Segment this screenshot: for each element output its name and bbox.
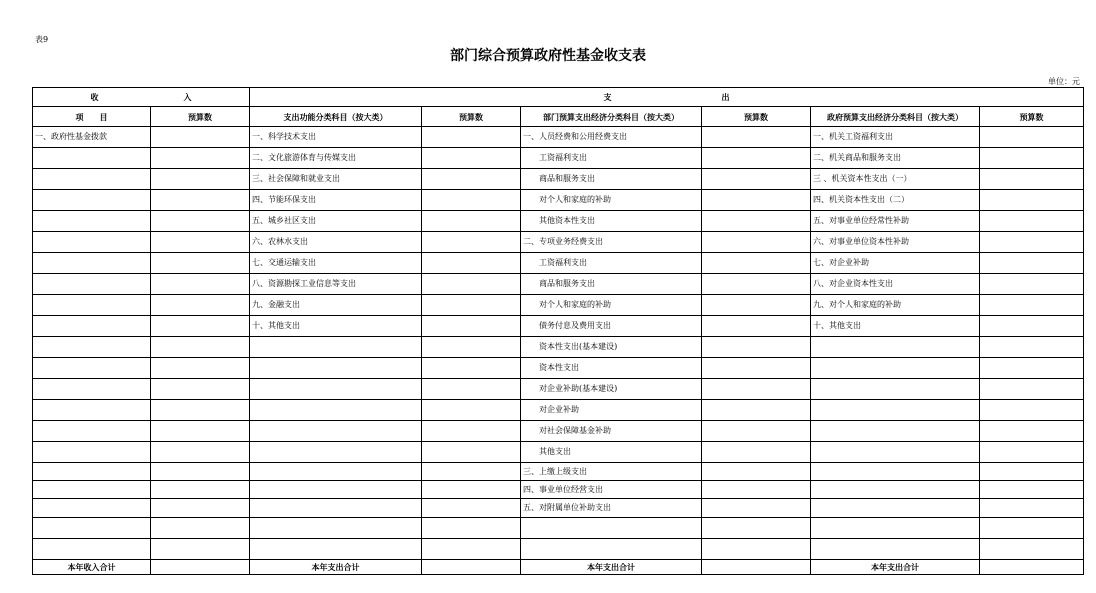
dept-economic-amount-cell (702, 481, 811, 499)
gov-economic-category-cell (811, 481, 980, 499)
income-item-cell (33, 148, 151, 169)
function-category-cell (250, 539, 422, 560)
gov-economic-amount-cell (980, 499, 1084, 518)
income-amount-cell (151, 379, 250, 400)
function-amount-cell (422, 442, 521, 463)
expense-group-header (250, 88, 1084, 107)
function-category-cell (250, 499, 422, 518)
income-amount-cell (151, 190, 250, 211)
dept-economic-category-cell (521, 518, 702, 539)
dept-economic-category-cell: 商品和服务支出 (521, 169, 702, 190)
income-amount-cell (151, 127, 250, 148)
income-amount-cell (151, 274, 250, 295)
dept-economic-category-cell: 资本性支出 (521, 358, 702, 379)
income-item-cell (33, 169, 151, 190)
total-label-cell: 本年支出合计 (250, 560, 422, 575)
dept-economic-amount-cell (702, 518, 811, 539)
header-row-columns (33, 107, 1084, 127)
function-category-cell (250, 518, 422, 539)
dept-economic-category-cell: 资本性支出(基本建设) (521, 337, 702, 358)
table-row (33, 518, 1084, 539)
dept-economic-category-cell: 五、对附属单位补助支出 (521, 499, 702, 518)
function-amount-cell (422, 499, 521, 518)
gov-economic-category-cell (811, 442, 980, 463)
function-category-cell (250, 442, 422, 463)
table-row (33, 127, 1084, 148)
gov-economic-category-cell: 二、机关商品和服务支出 (811, 148, 980, 169)
dept-economic-amount-cell (702, 539, 811, 560)
dept-economic-amount-cell (702, 379, 811, 400)
gov-economic-category-cell (811, 499, 980, 518)
gov-economic-amount-cell (980, 337, 1084, 358)
function-category-cell: 十、其他支出 (250, 316, 422, 337)
income-group-header (33, 88, 250, 107)
dept-economic-category-cell: 工资福利支出 (521, 148, 702, 169)
col-header-function-category: 支出功能分类科目（按大类） (250, 107, 422, 127)
income-amount-cell (151, 518, 250, 539)
income-item-cell (33, 499, 151, 518)
expense-char-1: 支 (603, 92, 612, 102)
table-row (33, 169, 1084, 190)
gov-economic-category-cell: 六、对事业单位资本性补助 (811, 232, 980, 253)
gov-economic-amount-cell (980, 211, 1084, 232)
total-label-cell: 本年支出合计 (521, 560, 702, 575)
income-item-cell (33, 463, 151, 481)
income-amount-cell (151, 463, 250, 481)
function-category-cell: 七、交通运输支出 (250, 253, 422, 274)
function-amount-cell (422, 316, 521, 337)
dept-economic-category-cell: 对社会保障基金补助 (521, 421, 702, 442)
gov-economic-amount-cell (980, 190, 1084, 211)
function-amount-cell (422, 463, 521, 481)
income-amount-cell (151, 539, 250, 560)
dept-economic-category-cell: 工资福利支出 (521, 253, 702, 274)
total-amount-cell (980, 560, 1084, 575)
income-item-cell (33, 442, 151, 463)
expense-char-2: 出 (721, 92, 730, 102)
income-item-cell (33, 400, 151, 421)
income-item-cell (33, 274, 151, 295)
footer-row (33, 560, 1084, 575)
income-item-cell (33, 211, 151, 232)
page-title: 部门综合预算政府性基金收支表 (450, 48, 646, 64)
income-char-2: 入 (183, 92, 192, 102)
function-amount-cell (422, 539, 521, 560)
gov-economic-category-cell: 七、对企业补助 (811, 253, 980, 274)
function-amount-cell (422, 232, 521, 253)
dept-economic-amount-cell (702, 169, 811, 190)
table-row (33, 379, 1084, 400)
income-amount-cell (151, 232, 250, 253)
col-header-dept-economic-amount: 预算数 (702, 107, 811, 127)
dept-economic-amount-cell (702, 463, 811, 481)
gov-economic-amount-cell (980, 539, 1084, 560)
budget-table (32, 87, 1084, 575)
dept-economic-amount-cell (702, 421, 811, 442)
dept-economic-amount-cell (702, 442, 811, 463)
income-item-cell (33, 190, 151, 211)
function-category-cell: 三、社会保障和就业支出 (250, 169, 422, 190)
function-amount-cell (422, 518, 521, 539)
table-row (33, 295, 1084, 316)
income-amount-cell (151, 481, 250, 499)
col-header-gov-economic-amount: 预算数 (980, 107, 1084, 127)
function-category-cell: 一、科学技术支出 (250, 127, 422, 148)
dept-economic-amount-cell (702, 127, 811, 148)
col-header-item: 项 目 (33, 107, 151, 127)
total-amount-cell (702, 560, 811, 575)
col-header-gov-economic-category: 政府预算支出经济分类科目（按大类） (811, 107, 980, 127)
gov-economic-category-cell: 三 、机关资本性支出（一） (811, 169, 980, 190)
gov-economic-category-cell (811, 463, 980, 481)
income-item-cell (33, 337, 151, 358)
function-category-cell (250, 379, 422, 400)
income-amount-cell (151, 211, 250, 232)
col-header-dept-economic-category: 部门预算支出经济分类科目（按大类） (521, 107, 702, 127)
gov-economic-amount-cell (980, 274, 1084, 295)
gov-economic-amount-cell (980, 232, 1084, 253)
function-amount-cell (422, 421, 521, 442)
income-amount-cell (151, 295, 250, 316)
income-amount-cell (151, 148, 250, 169)
function-amount-cell (422, 295, 521, 316)
gov-economic-category-cell: 九、对个人和家庭的补助 (811, 295, 980, 316)
function-amount-cell (422, 358, 521, 379)
dept-economic-amount-cell (702, 358, 811, 379)
gov-economic-amount-cell (980, 463, 1084, 481)
income-amount-cell (151, 499, 250, 518)
dept-economic-amount-cell (702, 253, 811, 274)
income-item-cell (33, 518, 151, 539)
gov-economic-amount-cell (980, 148, 1084, 169)
table-row (33, 190, 1084, 211)
dept-economic-amount-cell (702, 274, 811, 295)
dept-economic-amount-cell (702, 316, 811, 337)
income-amount-cell (151, 442, 250, 463)
dept-economic-amount-cell (702, 232, 811, 253)
total-label-cell: 本年支出合计 (811, 560, 980, 575)
function-category-cell (250, 421, 422, 442)
gov-economic-category-cell (811, 400, 980, 421)
table-row (33, 539, 1084, 560)
gov-economic-category-cell (811, 379, 980, 400)
function-category-cell: 八、资源勘探工业信息等支出 (250, 274, 422, 295)
income-amount-cell (151, 421, 250, 442)
dept-economic-category-cell (521, 539, 702, 560)
income-amount-cell (151, 316, 250, 337)
income-item-cell (33, 295, 151, 316)
dept-economic-category-cell: 其他支出 (521, 442, 702, 463)
income-char-1: 收 (90, 92, 99, 102)
income-item-cell (33, 481, 151, 499)
dept-economic-amount-cell (702, 211, 811, 232)
gov-economic-amount-cell (980, 481, 1084, 499)
dept-economic-amount-cell (702, 400, 811, 421)
gov-economic-amount-cell (980, 169, 1084, 190)
income-item-cell (33, 358, 151, 379)
unit-label: 单位：元 (1048, 77, 1080, 86)
table-row (33, 316, 1084, 337)
function-amount-cell (422, 253, 521, 274)
gov-economic-amount-cell (980, 127, 1084, 148)
gov-economic-category-cell (811, 421, 980, 442)
income-item-cell (33, 232, 151, 253)
gov-economic-amount-cell (980, 316, 1084, 337)
gov-economic-category-cell: 一、机关工资福利支出 (811, 127, 980, 148)
function-category-cell: 四、节能环保支出 (250, 190, 422, 211)
header-row-group (33, 88, 1084, 107)
table-row (33, 274, 1084, 295)
income-item-cell (33, 379, 151, 400)
dept-economic-category-cell: 其他资本性支出 (521, 211, 702, 232)
gov-economic-amount-cell (980, 400, 1084, 421)
dept-economic-amount-cell (702, 295, 811, 316)
function-amount-cell (422, 190, 521, 211)
dept-economic-category-cell: 对个人和家庭的补助 (521, 190, 702, 211)
income-amount-cell (151, 400, 250, 421)
gov-economic-category-cell (811, 518, 980, 539)
gov-economic-category-cell (811, 337, 980, 358)
function-category-cell: 二、文化旅游体育与传媒支出 (250, 148, 422, 169)
function-amount-cell (422, 148, 521, 169)
gov-economic-amount-cell (980, 442, 1084, 463)
income-amount-cell (151, 253, 250, 274)
dept-economic-category-cell: 四、事业单位经营支出 (521, 481, 702, 499)
function-category-cell (250, 481, 422, 499)
function-category-cell: 九、金融支出 (250, 295, 422, 316)
function-category-cell (250, 463, 422, 481)
gov-economic-amount-cell (980, 358, 1084, 379)
table-row (33, 400, 1084, 421)
gov-economic-category-cell: 八、对企业资本性支出 (811, 274, 980, 295)
function-category-cell (250, 337, 422, 358)
function-amount-cell (422, 211, 521, 232)
income-item-cell (33, 539, 151, 560)
gov-economic-amount-cell (980, 518, 1084, 539)
gov-economic-amount-cell (980, 295, 1084, 316)
dept-economic-amount-cell (702, 148, 811, 169)
function-category-cell (250, 358, 422, 379)
table-row (33, 442, 1084, 463)
table-row (33, 148, 1084, 169)
table-row (33, 358, 1084, 379)
function-amount-cell (422, 400, 521, 421)
income-item-cell: 一、政府性基金拨款 (33, 127, 151, 148)
dept-economic-amount-cell (702, 337, 811, 358)
dept-economic-category-cell: 三、上缴上级支出 (521, 463, 702, 481)
table-row (33, 211, 1084, 232)
table-row (33, 463, 1084, 481)
dept-economic-category-cell: 对个人和家庭的补助 (521, 295, 702, 316)
function-category-cell: 五、城乡社区支出 (250, 211, 422, 232)
dept-economic-category-cell: 债务付息及费用支出 (521, 316, 702, 337)
income-amount-cell (151, 169, 250, 190)
total-label-cell: 本年收入合计 (33, 560, 151, 575)
function-category-cell (250, 400, 422, 421)
function-amount-cell (422, 379, 521, 400)
table-row (33, 481, 1084, 499)
col-header-income-amount: 预算数 (151, 107, 250, 127)
gov-economic-category-cell: 十、其他支出 (811, 316, 980, 337)
total-amount-cell (422, 560, 521, 575)
table-row (33, 499, 1084, 518)
table-row (33, 232, 1084, 253)
income-item-cell (33, 253, 151, 274)
function-amount-cell (422, 127, 521, 148)
gov-economic-category-cell (811, 358, 980, 379)
function-amount-cell (422, 481, 521, 499)
income-amount-cell (151, 358, 250, 379)
col-header-function-amount: 预算数 (422, 107, 521, 127)
dept-economic-category-cell: 二、专项业务经费支出 (521, 232, 702, 253)
dept-economic-category-cell: 商品和服务支出 (521, 274, 702, 295)
dept-economic-amount-cell (702, 499, 811, 518)
total-amount-cell (151, 560, 250, 575)
gov-economic-category-cell: 五、对事业单位经常性补助 (811, 211, 980, 232)
function-amount-cell (422, 274, 521, 295)
income-amount-cell (151, 337, 250, 358)
gov-economic-category-cell: 四、机关资本性支出（二） (811, 190, 980, 211)
income-item-cell (33, 421, 151, 442)
gov-economic-amount-cell (980, 253, 1084, 274)
table-row (33, 253, 1084, 274)
gov-economic-amount-cell (980, 379, 1084, 400)
dept-economic-category-cell: 对企业补助 (521, 400, 702, 421)
income-item-cell (33, 316, 151, 337)
gov-economic-category-cell (811, 539, 980, 560)
dept-economic-category-cell: 一、人员经费和公用经费支出 (521, 127, 702, 148)
table-row (33, 421, 1084, 442)
function-amount-cell (422, 337, 521, 358)
dept-economic-category-cell: 对企业补助(基本建设) (521, 379, 702, 400)
gov-economic-amount-cell (980, 421, 1084, 442)
table-number: 表9 (35, 35, 49, 44)
table-row (33, 337, 1084, 358)
dept-economic-amount-cell (702, 190, 811, 211)
function-category-cell: 六、农林水支出 (250, 232, 422, 253)
function-amount-cell (422, 169, 521, 190)
